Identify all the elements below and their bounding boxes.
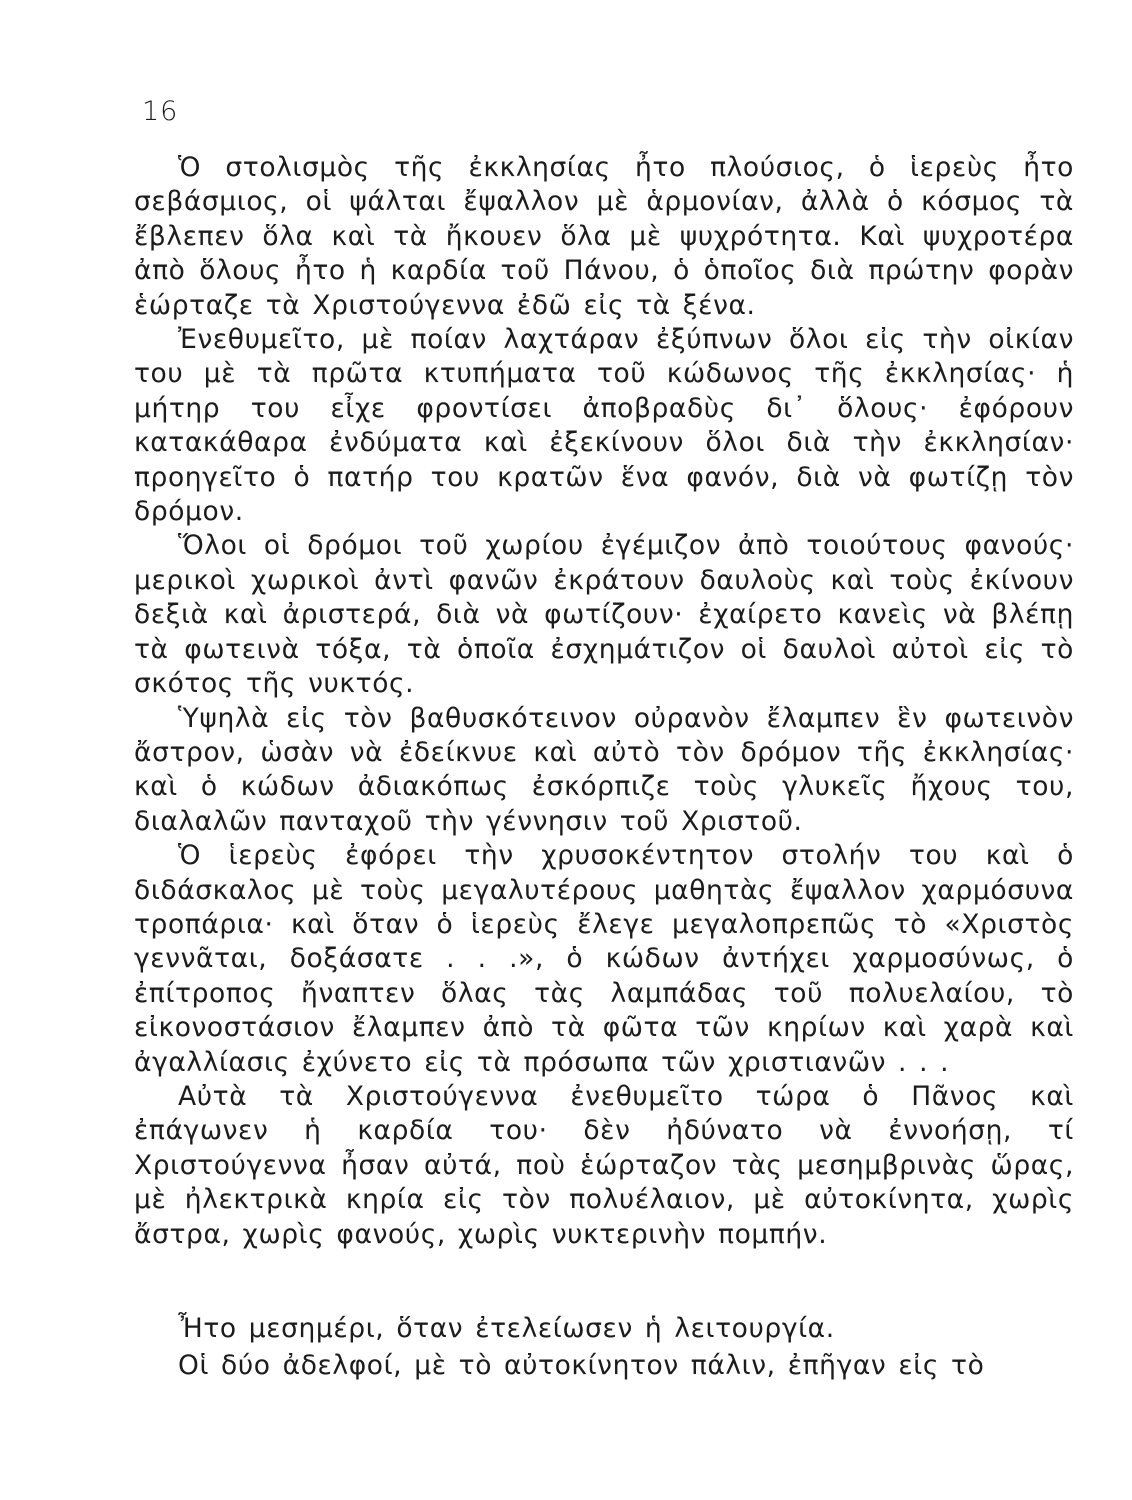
paragraph: Αὐτὰ τὰ Χριστούγεννα ἐνεθυμεῖτο τώρα ὁ Πᾶνος καὶ ἐπάγωνεν ἡ καρδία του· δὲν ἠδύνατο νὰ ἐννοήσῃ, τί Χριστούγεννα ἦσαν αὐτά, ποὺ ἑώρταζον τὰς μεσημβρινὰς ὥρας, μὲ ἠλεκτρικὰ κηρία εἰς τὸν πολυέλαιον, μὲ αὐτοκίνητα, χωρὶς ἄστρα, χωρὶς φανούς, χωρὶς νυκτερινὴν πομπήν. <box>134 1080 1074 1250</box>
paragraph: Οἱ δύο ἀδελφοί, μὲ τὸ αὐτοκίνητον πάλιν, ἐπῆγαν εἰς τὸ <box>178 1350 985 1381</box>
section-after-break <box>134 1310 1074 1384</box>
paragraph: Ὁ ἱερεὺς ἐφόρει τὴν χρυσοκέντητον στολήν του καὶ ὁ διδάσκαλος μὲ τοὺς μεγαλυτέρους μαθητὰς ἔψαλλον χαρμόσυνα τροπάρια· καὶ ὅταν ὁ ἱερεὺς ἔλεγε μεγαλοπρεπῶς τὸ «Χριστὸς γεννᾶται, δοξάσατε . . .», ὁ κώδων ἀντήχει χαρμοσύνως, ὁ ἐπίτροπος ἤναπτεν ὅλας τὰς λαμπάδας τοῦ πολυελαίου, τὸ εἰκονοστάσιον ἔλαμπεν ἀπὸ τὰ φῶτα τῶν κηρίων καὶ χαρὰ καὶ ἀγαλλίασις ἐχύνετο εἰς τὰ πρόσωπα τῶν χριστιανῶν . . . <box>134 840 1074 1078</box>
paragraph: Ὁ στολισμὸς τῆς ἐκκλησίας ἦτο πλούσιος, ὁ ἱερεὺς ἦτο σεβάσμιος, οἱ ψάλται ἔψαλλον μὲ ἁρμονίαν, ἀλλὰ ὁ κόσμος τὰ ἔβλεπεν ὅλα καὶ τὰ ἤκουεν ὅλα μὲ ψυχρότητα. Καὶ ψυχροτέρα ἀπὸ ὅλους ἦτο ἡ καρδία τοῦ Πάνου, ὁ ὁποῖος διὰ πρώτην φορὰν ἑώρταζε τὰ Χριστούγεννα ἐδῶ εἰς τὰ ξένα. <box>134 152 1074 321</box>
paragraph: Ὑψηλὰ εἰς τὸν βαθυσκότεινον οὐρανὸν ἔλαμπεν ἓν φωτεινὸν ἄστρον, ὡσὰν νὰ ἐδείκνυε καὶ αὐτὸ τὸν δρόμον τῆς ἐκκλησίας· καὶ ὁ κώδων ἀδιακόπως ἐσκόρπιζε τοὺς γλυκεῖς ἤχους του, διαλαλῶν πανταχοῦ τὴν γέννησιν τοῦ Χριστοῦ. <box>134 702 1074 837</box>
page-number: 16 <box>142 96 179 127</box>
main-text <box>134 151 1074 1252</box>
paragraph: Ἦτο μεσημέρι, ὅταν ἐτελείωσεν ἡ λειτουργία. <box>178 1313 835 1344</box>
paragraph: Ὅλοι οἱ δρόμοι τοῦ χωρίου ἐγέμιζον ἀπὸ τοιούτους φανούς· μερικοὶ χωρικοὶ ἀντὶ φανῶν ἐκράτουν δαυλοὺς καὶ τοὺς ἐκίνουν δεξιὰ καὶ ἀριστερά, διὰ νὰ φωτίζουν· ἐχαίρετο κανεὶς νὰ βλέπῃ τὰ φωτεινὰ τόξα, τὰ ὁποῖα ἐσχημάτιζον οἱ δαυλοὶ αὐτοὶ εἰς τὸ σκότος τῆς νυκτός. <box>134 530 1074 700</box>
paragraph: Ἐνεθυμεῖτο, μὲ ποίαν λαχτάραν ἐξύπνων ὅλοι εἰς τὴν οἰκίαν του μὲ τὰ πρῶτα κτυπήματα τοῦ κώδωνος τῆς ἐκκλησίας· ἡ μήτηρ του εἶχε φροντίσει ἀποβραδὺς δι᾽ ὅλους· ἐφόρουν κατακάθαρα ἐνδύματα καὶ ἐξεκίνουν ὅλοι διὰ τὴν ἐκκλησίαν· προηγεῖτο ὁ πατήρ του κρατῶν ἕνα φανόν, διὰ νὰ φωτίζῃ τὸν δρόμον. <box>134 324 1074 528</box>
